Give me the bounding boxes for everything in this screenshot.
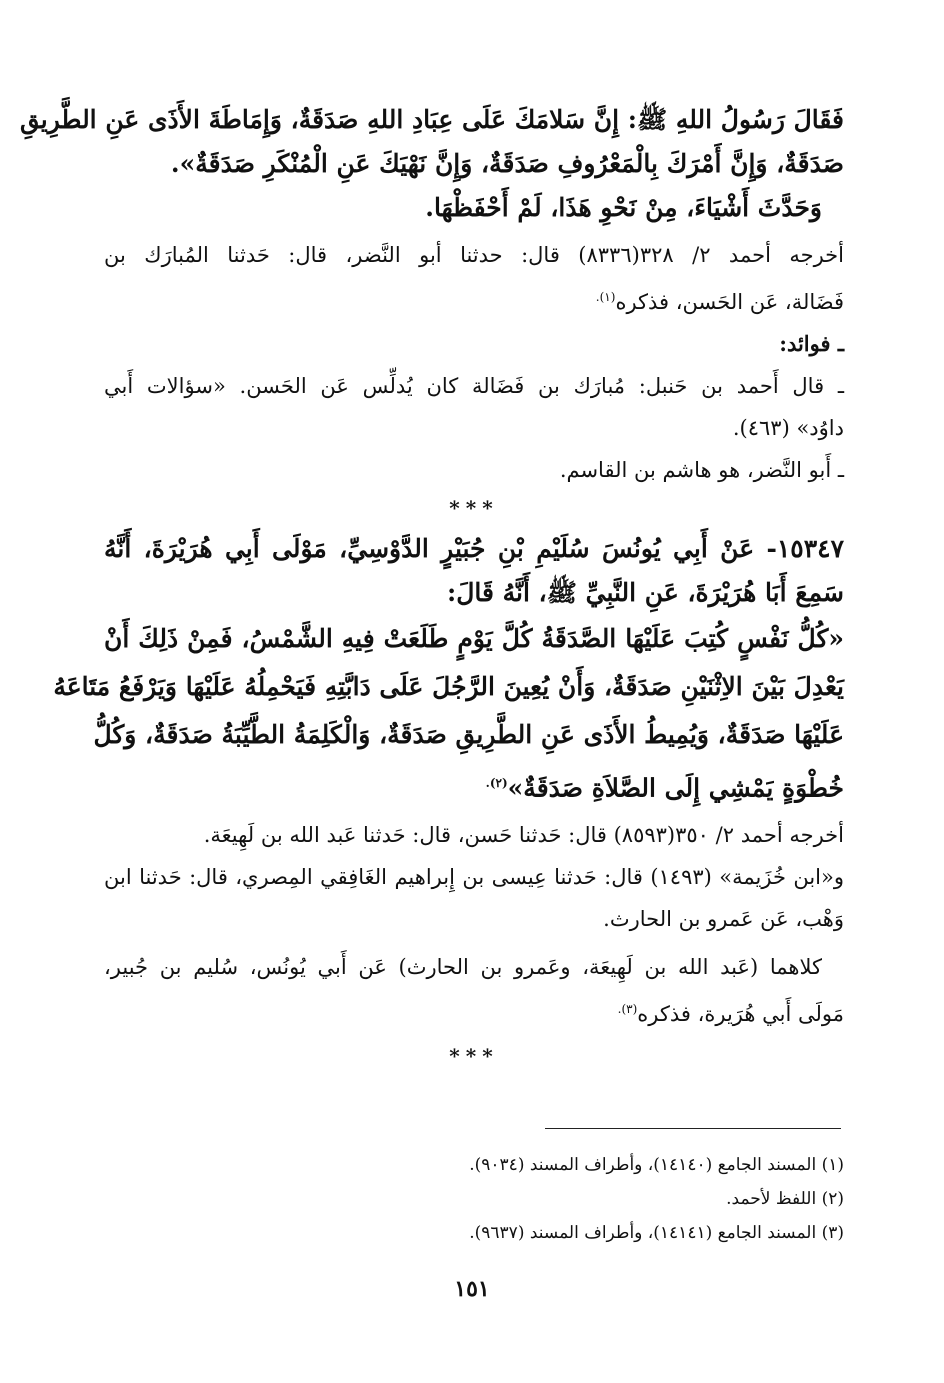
takhrij-line: و«ابن خُزَيمة» (١٤٩٣) قال: حَدثنا عِيسى بن إِبراهيم الغَافِقي المِصري، قال: حَدثنا ابن [104,865,845,890]
fawaid-title: ـ فوائد: [779,331,844,356]
footnote-ref: (٣). [617,1002,638,1017]
matn-line [104,759,844,812]
takhrij-line [104,276,844,323]
footnote-divider [545,1128,841,1129]
page-number: ١٥١ [454,1276,490,1302]
takhrij-text: فَضَالة، عَن الحَسن، فذكره [615,290,844,314]
hadith-line: وَحَدَّثَ أَشْيَاءَ، مِنْ نَحْوِ هَذَا، لَمْ أَحْفَظْهَا. [425,193,822,222]
matn-text: خُطْوَةٍ يَمْشِي إِلَى الصَّلاَةِ صَدَقَةٌ» [507,773,844,803]
footnote: (٢) اللفظ لأحمد. [726,1189,844,1209]
matn-line: «كُلُّ نَفْسٍ كُتِبَ عَلَيْهَا الصَّدَقَةُ كُلَّ يَوْمٍ طَلَعَتْ فِيهِ الشَّمْسُ، فَمِنْ ذَلِكَ أَنْ [104,624,844,653]
matn-line: يَعْدِلَ بَيْنَ الاِثْنَيْنِ صَدَقَةٌ، وَأَنْ يُعِينَ الرَّجُلَ عَلَى دَابَّتِهِ فَيَحْمِلُهُ عَلَيْهَا وَيَرْفَعُ مَتَاعَهُ [53,672,844,701]
section-separator: *** [449,496,499,520]
footnote-ref: (١). [595,290,616,304]
takhrij-line: أخرجه أحمد ٢/ ٣٢٨(٨٣٣٦) قال: حدثنا أبو النَّضر، قال: حَدثنا المُبارَك بن [104,243,844,267]
footnote: (٣) المسند الجامع (١٤١٤١)، وأطراف المسند (٩٦٣٧). [469,1223,844,1243]
section-separator: *** [449,1044,499,1069]
main-text [19,98,845,1073]
fawaid-line: ـ أَبو النَّضر، هو هاشم بن القاسم. [559,458,844,482]
kilahuma-line [104,988,844,1035]
kilahuma-text: مَولَى أَبي هُرَيرة، فذكره [637,1002,844,1027]
fawaid-line: ـ قال أَحمد بن حَنبل: مُبارَك بن فَضَالة كان يُدلِّس عَن الحَسن. «سؤالات أَبي [104,374,844,398]
isnad-line: ١٥٣٤٧- عَنْ أَبِي يُونُسَ سُلَيْمِ بْنِ جُبَيْرٍ الدَّوْسِيِّ، مَوْلَى أَبِي هُرَيْرَةَ، أَنَّهُ [104,534,844,563]
fawaid-line: داوُد» (٤٦٣). [732,416,844,440]
matn-line: عَلَيْهَا صَدَقَةٌ، وَيُمِيطُ الأَذَى عَنِ الطَّرِيقِ صَدَقَةٌ، وَالْكَلِمَةُ الطَّيِّبَةُ صَدَقَةٌ، وَكُلُّ [93,720,844,749]
footnotes [104,1148,844,1250]
takhrij-line: وَهْب، عَن عَمرو بن الحارث. [603,907,844,932]
isnad-line: سَمِعَ أَبَا هُرَيْرَةَ، عَنِ النَّبِيِّ ﷺ، أَنَّهُ قَالَ: [446,578,844,607]
footnote-ref: (٢). [485,776,508,790]
footnote: (١) المسند الجامع (١٤١٤٠)، وأطراف المسند (٩٠٣٤). [469,1155,844,1175]
takhrij-line: أخرجه أحمد ٢/ ٣٥٠(٨٥٩٣) قال: حَدثنا حَسن، قال: حَدثنا عَبد الله بن لَهِيعَة. [203,823,844,848]
hadith-line: فَقَالَ رَسُولُ اللهِ ﷺ: إِنَّ سَلامَكَ عَلَى عِبَادِ اللهِ صَدَقَةٌ، وَإِمَاطَةَ الأَذَى عَنِ الطَّرِيقِ [19,105,844,134]
kilahuma-line: كلاهما (عَبد الله بن لَهِيعَة، وعَمرو بن الحارث) عَن أَبي يُونُس، سُليم بن جُبير، [104,955,822,980]
hadith-line: صَدَقَةٌ، وَإِنَّ أَمْرَكَ بِالْمَعْرُوفِ صَدَقَةٌ، وَإِنَّ نَهْيَكَ عَنِ الْمُنْكَرِ صَدَقَةٌ». [170,149,844,178]
